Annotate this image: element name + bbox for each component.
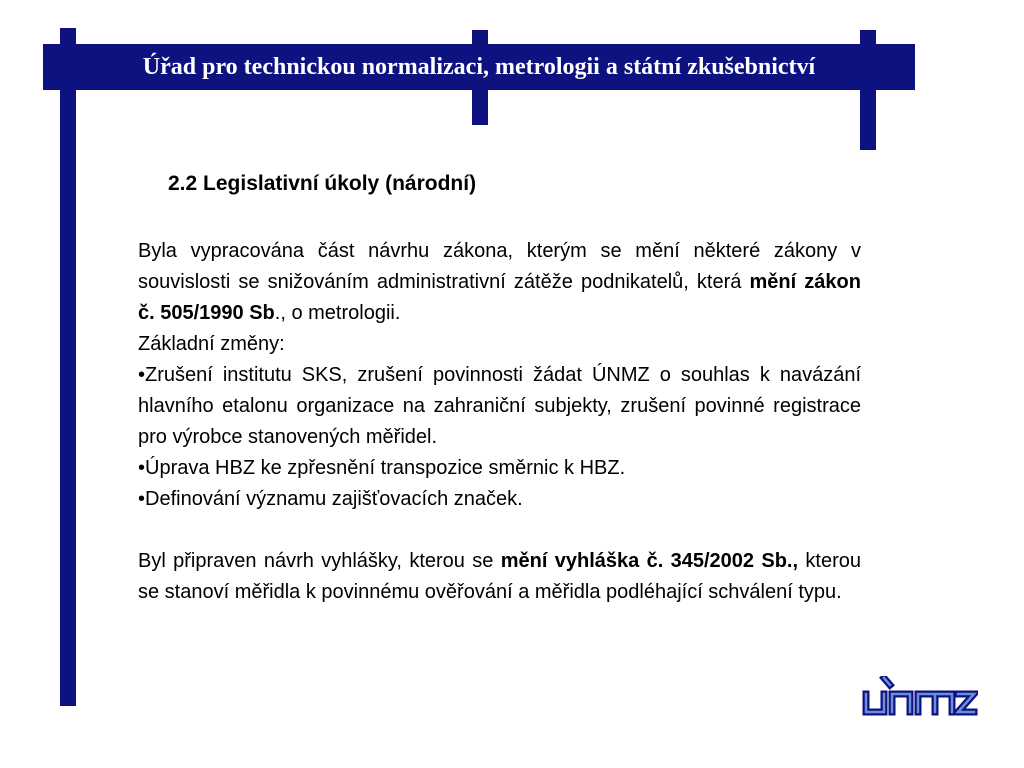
- bullet-item: •Zrušení institutu SKS, zrušení povinnosti žádat ÚNMZ o souhlas k navázání hlavního etalonu organizace na zahraniční subjekty, zrušení povinné registrace pro výrobce stanovených měřidel.: [138, 364, 861, 448]
- decree-reference: mění vyhláška č. 345/2002 Sb.,: [500, 550, 799, 572]
- section-heading: 2.2 Legislativní úkoly (národní): [168, 172, 477, 195]
- law-reference: mění zákon č. 505/1990 Sb: [138, 271, 861, 324]
- paragraph-law-amendment: [138, 236, 861, 329]
- left-vertical-bar: [60, 28, 76, 706]
- header-band: [43, 44, 915, 90]
- paragraph-text: Byl připraven návrh vyhlášky, kterou se: [138, 550, 501, 572]
- unmz-logo: [860, 676, 978, 724]
- paragraph-text: ., o metrologii.: [274, 302, 401, 324]
- changes-label: Základní změny:: [138, 333, 285, 355]
- bullet-item: •Úprava HBZ ke zpřesnění transpozice směrnic k HBZ.: [138, 457, 626, 479]
- paragraph-decree-amendment: [138, 546, 861, 608]
- header-title: Úřad pro technickou normalizaci, metrologii a státní zkušebnictví: [142, 53, 816, 80]
- paragraph-text: kterou se stanoví měřidla k povinnému ověřování a měřidla podléhající schválení typu.: [138, 550, 861, 603]
- paragraph-text: Byla vypracována část návrhu zákona, kterým se mění některé zákony v souvislosti se snižováním administrativní zátěže podnikatelů, která: [138, 240, 861, 293]
- paragraph-spacer: [138, 515, 861, 546]
- bullet-item: •Definování významu zajišťovacích značek.: [138, 488, 523, 510]
- slide-content: [138, 236, 861, 608]
